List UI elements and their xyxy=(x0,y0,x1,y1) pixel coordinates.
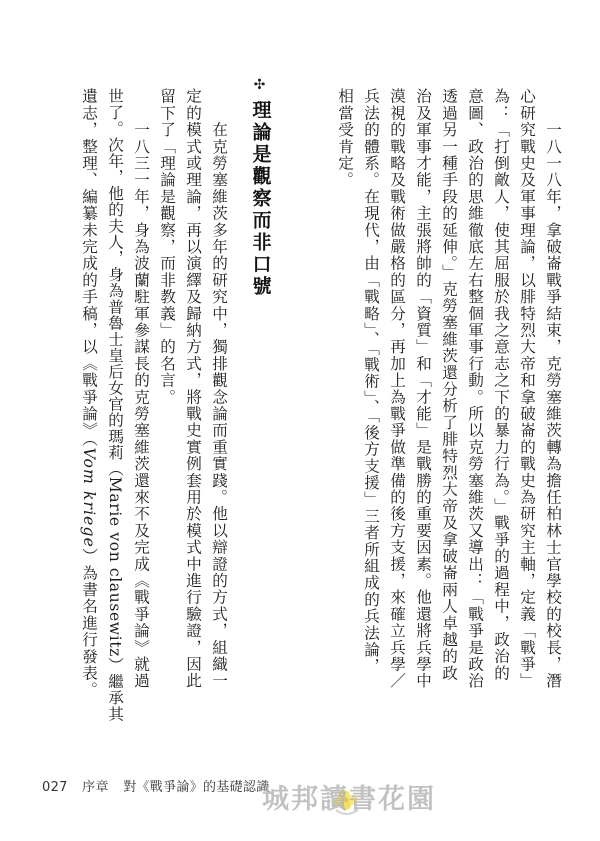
watermark-text: 城邦讀書花園 xyxy=(262,783,436,815)
page-footer xyxy=(42,776,280,795)
text-column: 相當受肯定。 xyxy=(336,88,354,189)
text-column: 漠視的戰略及戰術做嚴格的區分，再加上為戰爭做準備的後方支援，來確立兵學／ xyxy=(388,88,406,690)
text-column: 兵法的體系。在現代，由「戰略」、「戰術」、「後方支援」三者所組成的兵法論， xyxy=(362,88,380,675)
text-column: 透過另一種手段的延伸。」克勞塞維茨還分析了腓特烈大帝及拿破崙兩人卓越的政 xyxy=(440,88,458,682)
text-column: 世了。次年，他的夫人，身為普魯士皇后女官的瑪莉（Marie von clausewitz）繼承其 xyxy=(106,88,124,722)
text-column: 一八三一年，身為波蘭駐軍參謀長的克勞塞維茨還來不及完成《戰爭論》就過 xyxy=(132,88,150,690)
chapter-title: 對《戰爭論》的基礎認識 xyxy=(123,780,270,795)
text-column: 一八一八年，拿破崙戰爭結束，克勞塞維茨轉為擔任柏林士官學校的校長，潛 xyxy=(544,88,562,690)
text-segment: ）為書名進行發表。 xyxy=(80,547,98,699)
text-column: 留下了「理論是觀察，而非教義」的名言。 xyxy=(158,88,176,406)
text-column: 治及軍事才能，主張將帥的「資質」和「才能」是戰勝的重要因素。他還將兵學中 xyxy=(414,88,432,690)
latin-title: Vom kriege xyxy=(80,447,98,548)
section-heading xyxy=(246,76,276,298)
chapter-label: 序章 xyxy=(82,780,109,795)
text-column: 心研究戰史及軍事理論，以腓特烈大帝和拿破崙的戰史為研究主軸，定義「戰爭」 xyxy=(518,88,536,690)
section-heading-text: 理論是觀察而非口號 xyxy=(249,100,272,298)
ornament-icon: ✣ xyxy=(253,77,269,93)
text-column: 意圖、政治的思維徹底左右整個軍事行動。所以克勞塞維茨又導出：「戰爭是政治 xyxy=(466,88,484,690)
page-number: 027 xyxy=(42,780,68,795)
text-column: 定的模式或理論，再以演繹及歸納方式，將戰史實例套用於模式中進行驗證，因此 xyxy=(184,88,202,690)
text-column: 在克勞塞維茨多年的研究中，獨排觀念論而重實踐。他以辯證的方式，組織一 xyxy=(210,88,228,690)
text-column xyxy=(76,88,102,698)
text-segment: 遺志，整理、編纂未完成的手稿，以《戰爭論》（ xyxy=(80,88,98,448)
text-column: 為：「打倒敵人，使其屈服於我之意志之下的暴力行為。」戰爭的過程中，政治的 xyxy=(492,88,510,682)
watermark xyxy=(258,756,448,826)
